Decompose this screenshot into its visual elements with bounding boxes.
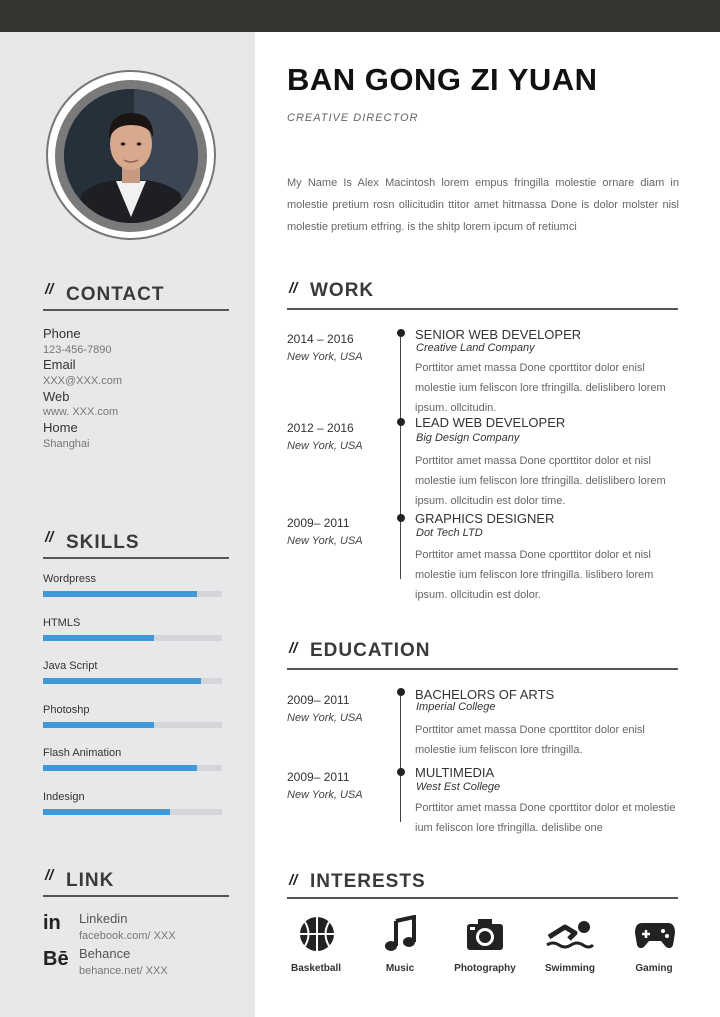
camera-icon [450, 915, 520, 953]
interest-label: Basketball [290, 963, 342, 974]
contact-web-label: Web [43, 389, 70, 404]
skill-bar [43, 635, 222, 641]
skill-bar-fill [43, 722, 154, 728]
contact-heading-slash: // [45, 281, 54, 298]
linkedin-label: Linkedin [79, 911, 128, 926]
skill-name: Flash Animation [43, 747, 122, 760]
skill-name: HTMLS [43, 616, 81, 629]
contact-home-value: Shanghai [43, 438, 90, 450]
education-location: New York, USA [287, 789, 363, 801]
resume-name: BAN GONG ZI YUAN [287, 62, 598, 97]
education-heading-title: EDUCATION [310, 640, 431, 661]
resume-role: CREATIVE DIRECTOR [287, 112, 419, 124]
behance-icon: Bē [43, 948, 69, 970]
timeline-dot [397, 688, 405, 696]
skill-bar [43, 591, 222, 597]
contact-heading [43, 281, 229, 311]
work-company: Creative Land Company [416, 342, 535, 354]
work-location: New York, USA [287, 440, 363, 452]
skills-heading-title: SKILLS [66, 532, 140, 553]
work-description: Porttitor amet massa Done cporttitor dolor et nisl molestie ium feliscon lore tfringilla. delislibero lorem ipsum. ollcitudin est dolor time. [415, 455, 666, 507]
timeline-dot [397, 514, 405, 522]
contact-web-value[interactable]: www. XXX.com [43, 406, 119, 418]
link-heading-slash: // [45, 867, 54, 884]
interests-heading-slash: // [289, 872, 298, 889]
skill-name: Photoshp [43, 703, 90, 716]
work-heading [287, 280, 678, 310]
skill-bar-fill [43, 678, 201, 684]
education-description: Porttitor amet massa Done cporttitor dolor enisl molestie ium feliscon lore tfringilla. [415, 724, 645, 756]
education-location: New York, USA [287, 712, 363, 724]
music-icon [366, 915, 436, 953]
work-description: Porttitor amet massa Done cporttitor dolor enisl molestie ium feliscon lore tfringilla. delislibero lorem ipsum. ollcitudin. [415, 362, 666, 414]
education-years: 2009– 2011 [287, 770, 350, 784]
skills-heading [43, 529, 229, 559]
work-heading-title: WORK [310, 280, 375, 301]
work-title: LEAD WEB DEVELOPER [415, 415, 566, 430]
education-heading [287, 640, 678, 670]
top-bar [0, 0, 720, 32]
interest-label: Music [385, 963, 415, 974]
work-timeline [400, 333, 401, 579]
skill-bar [43, 809, 222, 815]
contact-phone-label: Phone [43, 326, 81, 341]
skill-bar-fill [43, 591, 197, 597]
skill-name: Indesign [43, 791, 85, 803]
work-title: GRAPHICS DESIGNER [415, 511, 555, 526]
interests-heading-title: INTERESTS [310, 871, 426, 892]
basketball-icon [282, 915, 352, 953]
education-description: Porttitor amet massa Done cporttitor dolor et molestie ium feliscon lore tfringilla. delislibe one [415, 802, 676, 834]
education-title: BACHELORS OF ARTS [415, 687, 555, 702]
contact-phone-value: 123-456-7890 [43, 344, 112, 356]
work-years: 2014 – 2016 [287, 332, 354, 346]
work-location: New York, USA [287, 351, 363, 363]
link-heading-title: LINK [66, 870, 115, 891]
education-years: 2009– 2011 [287, 693, 350, 707]
work-title: SENIOR WEB DEVELOPER [415, 327, 582, 342]
work-location: New York, USA [287, 535, 363, 547]
timeline-dot [397, 329, 405, 337]
education-heading-slash: // [289, 640, 298, 657]
education-school: Imperial College [416, 701, 496, 713]
linkedin-icon: in [43, 912, 61, 934]
avatar [64, 89, 198, 223]
skill-bar [43, 678, 222, 684]
swimming-icon [535, 915, 605, 953]
skill-name: Wordpress [43, 573, 96, 585]
timeline-dot [397, 768, 405, 776]
linkedin-url[interactable]: facebook.com/ XXX [79, 930, 176, 942]
about-text: My Name Is Alex Macintosh lorem empus fringilla molestie ornare diam in molestie pretium rosn ollicitudin ttitor amet hitmassa Done is dolor molster nisl molestie pretium etfring. is the shitp lorem ipcum of retiumci [287, 177, 679, 233]
interest-label: Gaming [635, 963, 673, 974]
work-company: Dot Tech LTD [416, 527, 483, 539]
contact-email-label: Email [43, 357, 76, 372]
skill-bar [43, 722, 222, 728]
link-heading [43, 867, 229, 897]
behance-label: Behance [79, 946, 131, 961]
skills-heading-slash: // [45, 529, 54, 546]
skill-bar-fill [43, 635, 154, 641]
work-company: Big Design Company [416, 432, 520, 444]
work-years: 2012 – 2016 [287, 421, 354, 435]
skill-bar [43, 765, 222, 771]
contact-email-value[interactable]: XXX@XXX.com [43, 375, 123, 387]
skill-bar-fill [43, 809, 170, 815]
interests-heading [287, 870, 678, 899]
skill-name: Java Script [43, 660, 98, 673]
work-heading-slash: // [289, 280, 298, 297]
timeline-dot [397, 418, 405, 426]
interest-label: Swimming [544, 963, 595, 974]
skill-bar-fill [43, 765, 197, 771]
work-description: Porttitor amet massa Done cporttitor dolor et nisl molestie ium feliscon lore tfringilla. lislibero lorem ipsum. ollcitudin est dolor. [415, 549, 654, 601]
interest-label: Photography [454, 963, 516, 974]
contact-heading-title: CONTACT [66, 284, 165, 305]
work-years: 2009– 2011 [287, 516, 350, 530]
contact-home-label: Home [43, 420, 78, 435]
gamepad-icon [620, 915, 690, 953]
education-title: MULTIMEDIA [415, 765, 495, 780]
education-school: West Est College [416, 781, 501, 793]
behance-url[interactable]: behance.net/ XXX [79, 965, 168, 977]
education-timeline [400, 692, 401, 822]
